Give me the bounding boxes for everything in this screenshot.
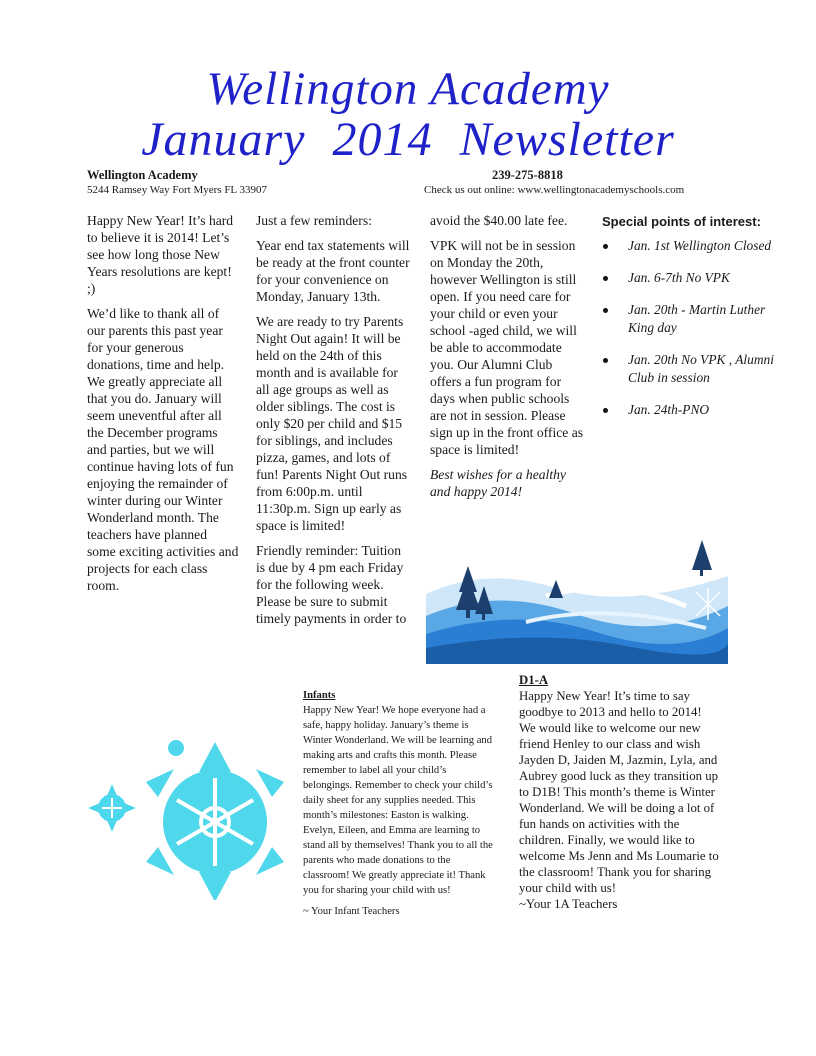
- bullet-icon: [603, 408, 608, 413]
- column-1: [87, 212, 239, 602]
- sidebar-item-text: Jan. 20th No VPK , Alumni Club in session: [628, 352, 774, 385]
- special-points-sidebar: [602, 214, 792, 433]
- d1a-heading: D1-A: [519, 673, 549, 687]
- infants-body: Happy New Year! We hope everyone had a safe, happy holiday. January’s theme is Winter Wonderland. We will be learning and making arts and crafts this month. Please remember to label all your child’s belongings. Remember to check your child’s daily sheet for any supplies needed. This month’s milestones: Easton is walking. Evelyn, Eileen, and Emma are learning to stand all by themselves! Thank you to all the parents who made donations to the classroom! We greatly appreciate it! Thank you for sharing your child with us!: [303, 705, 493, 896]
- newsletter-title-line1: Wellington Academy: [206, 63, 610, 115]
- header-website: Check us out online: www.wellingtonacademyschools.com: [424, 184, 685, 196]
- column-3: [430, 212, 586, 508]
- col3-paragraph-1: avoid the $40.00 late fee.: [430, 213, 568, 228]
- sidebar-list: [602, 237, 792, 419]
- d1a-body: Happy New Year! It’s time to say goodbye to 2013 and hello to 2014! We would like to welcome our new friend Henley to our class and wish Jayden D, Jaiden M, Jazmin, Lyla, and Aubrey good luck as they transition up to D1B! This month’s theme is Winter Wonderland. We will be doing a lot of fun hands on activities with the children. Finally, we would like to welcome Ms Jenn and Ms Loumarie to the classroom! Thank you for sharing your child with us!: [519, 689, 719, 895]
- sidebar-item: [602, 401, 792, 419]
- sidebar-item-text: Jan. 1st Wellington Closed: [628, 238, 772, 253]
- col3-paragraph-3: Best wishes for a healthy and happy 2014!: [430, 467, 566, 499]
- winter-landscape-image: [426, 536, 728, 664]
- sidebar-item: [602, 301, 792, 337]
- sidebar-title: Special points of interest:: [602, 214, 761, 229]
- col2-paragraph-1: Just a few reminders:: [256, 213, 372, 228]
- infants-signature: ~ Your Infant Teachers: [303, 906, 400, 917]
- infants-section: [303, 688, 493, 919]
- sidebar-item-text: Jan. 24th-PNO: [628, 402, 710, 417]
- sidebar-item: [602, 237, 792, 255]
- snowflake-icon: [80, 730, 290, 900]
- sidebar-item-text: Jan. 6-7th No VPK: [628, 270, 730, 285]
- sidebar-item: [602, 269, 792, 287]
- d1a-signature: ~Your 1A Teachers: [519, 897, 618, 911]
- header-phone: 239-275-8818: [492, 168, 563, 182]
- sidebar-item: [602, 351, 792, 387]
- bullet-icon: [603, 358, 608, 363]
- d1a-section: [519, 672, 719, 912]
- col2-paragraph-4: Friendly reminder: Tuition is due by 4 pm each Friday for the following week. Please be sure to submit timely payments in order to: [256, 543, 407, 626]
- sidebar-item-text: Jan. 20th - Martin Luther King day: [628, 302, 766, 335]
- col3-paragraph-2: VPK will not be in session on Monday the 20th, however Wellington is still open. If you need care for your child or even your school -aged child, we will be able to accommodate you. Our Alumni Club offers a fun program for days when public schools are not in session. Please sign up in the front office as space is limited!: [430, 238, 584, 457]
- infants-heading: Infants: [303, 690, 336, 701]
- bullet-icon: [603, 276, 608, 281]
- bullet-icon: [603, 308, 608, 313]
- col1-paragraph-1: Happy New Year! It’s hard to believe it is 2014! Let’s see how long those New Years resolutions are kept! ;): [87, 213, 234, 296]
- col1-paragraph-2: We’d like to thank all of our parents this past year for your generous donations, time and help. We greatly appreciate all that you do. January will seem uneventful after all the December programs and parties, but we will continue having lots of fun enjoying the remainder of winter during our Winter Wonderland month. The teachers have planned some exciting activities and projects for each class room.: [87, 306, 239, 593]
- header-address: 5244 Ramsey Way Fort Myers FL 33907: [87, 184, 267, 196]
- newsletter-title-line2: January 2014 Newsletter: [141, 113, 675, 166]
- header-org: Wellington Academy: [87, 168, 198, 182]
- bullet-icon: [603, 244, 608, 249]
- column-2: [256, 212, 412, 635]
- col2-paragraph-3: We are ready to try Parents Night Out again! It will be held on the 24th of this month and is available for all age groups as well as older siblings. The cost is only $20 per child and $15 for siblings, and includes pizza, games, and lots of fun! Parents Night Out runs from 6:00p.m. until 11:30p.m. Sign up early as space is limited!: [256, 314, 408, 533]
- col2-paragraph-2: Year end tax statements will be ready at the front counter for your convenience on Monday, January 13th.: [256, 238, 410, 304]
